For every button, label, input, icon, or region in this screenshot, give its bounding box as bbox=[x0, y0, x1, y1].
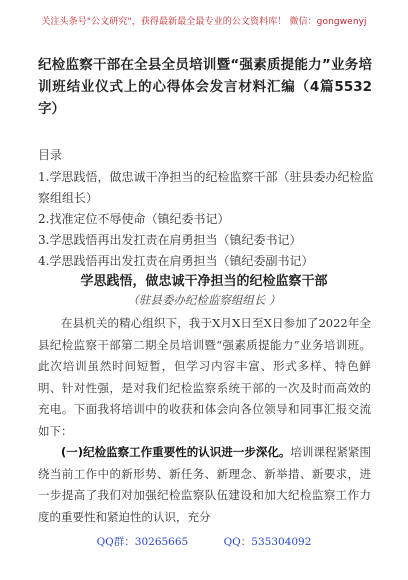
body-paragraph: 在县机关的精心组织下，我于X月X日至X日参加了2022年全县纪检监察干部第二期全员培训暨“强素质提能力”业务培训班。此次培训虽然时间短暂，但学习内容丰富、形式多样、特色鲜明、针对性强，是对我们纪检监察系统干部的一次及时而高效的充电。下面我将培训中的收获和体会向各位领导和同事汇报交流如下： bbox=[38, 316, 371, 438]
article-subtitle: （驻县委办纪检监察组组长 ） bbox=[127, 293, 281, 307]
table-of-contents bbox=[38, 167, 378, 272]
body-paragraph bbox=[38, 442, 371, 528]
section-heading: (一)纪检监察工作重要性的认识进一步深化。 bbox=[61, 445, 291, 459]
article-body bbox=[38, 313, 371, 528]
toc-item[interactable]: 1.学思践悟，做忠诚干净担当的纪检监察干部（驻县委办纪检监察组组长） bbox=[38, 170, 374, 205]
document-title: 纪检监察干部在全县全员培训暨“强素质提能力”业务培训班结业仪式上的心得体会发言材料汇编（4篇5532字） bbox=[38, 57, 372, 117]
header-notice: 关注头条号"公文研究"，获得最新最全最专业的公文资料库！ 微信：gongwenyj bbox=[41, 17, 367, 27]
toc-heading: 目录 bbox=[38, 148, 63, 162]
toc-item[interactable]: 3.学思践悟再出发扛责在肩勇担当（镇纪委书记） bbox=[38, 233, 302, 247]
footer-contact bbox=[0, 534, 408, 549]
article-title: 学思践悟，做忠诚干净担当的纪检监察干部 bbox=[80, 274, 328, 289]
toc-item[interactable]: 4.学思践悟再出发扛责在肩勇担当（镇纪委副书记） bbox=[38, 254, 314, 268]
section-text: 培训课程紧紧围绕当前工作中的新形势、新任务、新理念、新举措、新要求，进一步提高了我们对加强纪检监察队伍建设和加大纪检监察工作力度的重要性和紧迫性的认识，充分 bbox=[38, 445, 371, 524]
header-bar bbox=[0, 0, 408, 42]
qq-number: QQ：535304092 bbox=[223, 536, 312, 548]
toc-item[interactable]: 2.找准定位不辱使命（镇纪委书记） bbox=[38, 212, 230, 226]
qq-group: QQ群：30265665 bbox=[96, 536, 189, 548]
